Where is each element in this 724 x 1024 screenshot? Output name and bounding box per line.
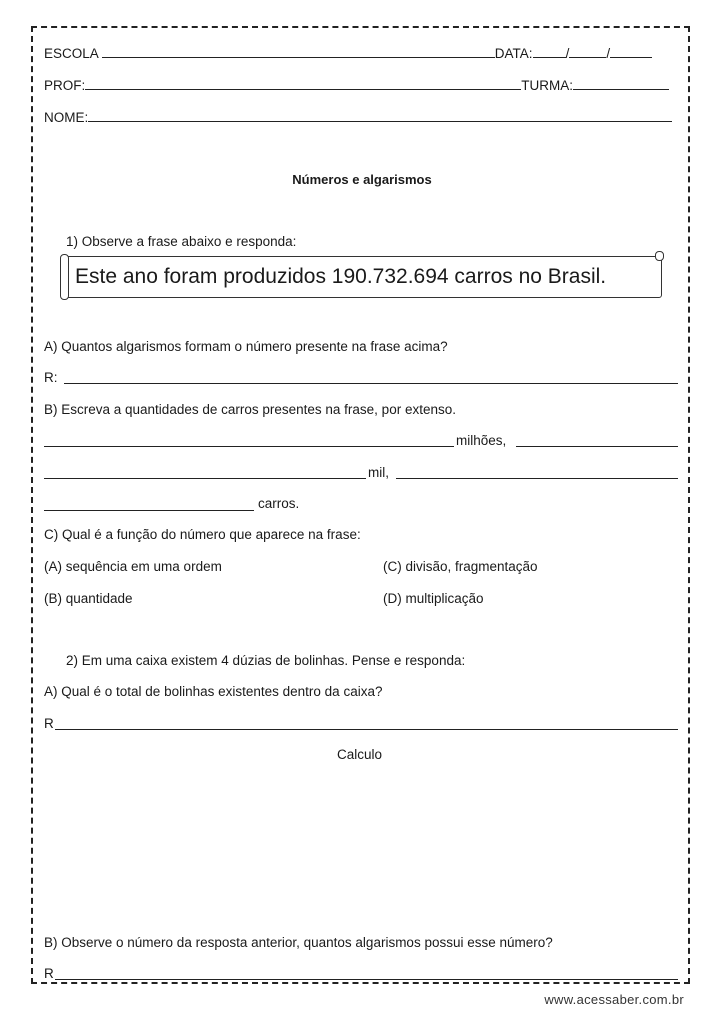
q2a-answer-line[interactable]	[55, 729, 678, 730]
q2b-question: B) Observe o número da resposta anterior, quantos algarismos possui esse número?	[44, 935, 553, 950]
q1b-milhoes-label: milhões,	[456, 433, 507, 448]
date-day-field[interactable]	[533, 45, 566, 58]
page-title: Números e algarismos	[292, 172, 432, 187]
data-label: DATA:	[494, 46, 533, 61]
q1-prompt: 1) Observe a frase abaixo e responda:	[66, 234, 297, 249]
nome-field[interactable]	[88, 109, 672, 122]
prof-field[interactable]	[85, 77, 521, 90]
calc-label: Calculo	[337, 747, 383, 762]
scroll-curl-right	[655, 251, 664, 261]
q1b-question: B) Escreva a quantidades de carros presentes na frase, por extenso.	[44, 402, 456, 417]
phrase-text: Este ano foram produzidos 190.732.694 carros no Brasil.	[75, 265, 607, 288]
escola-row	[44, 45, 652, 62]
scroll-curl-left	[60, 254, 69, 300]
date-separator: /	[565, 46, 570, 61]
q1b-mil-label: mil,	[368, 465, 389, 480]
nome-row	[44, 109, 672, 126]
date-separator: /	[606, 46, 611, 61]
date-year-field[interactable]	[610, 45, 652, 58]
escola-label: ESCOLA	[44, 46, 99, 61]
turma-label: TURMA:	[521, 78, 574, 93]
phrase-scroll-box	[62, 256, 662, 298]
q2b-answer-label: R	[44, 966, 54, 981]
q1a-answer-label: R:	[44, 370, 58, 385]
option-c[interactable]: (C) divisão, fragmentação	[383, 559, 538, 574]
q2a-answer-label: R	[44, 716, 54, 731]
calc-area[interactable]	[44, 770, 678, 920]
q1b-thousands-line-a[interactable]	[516, 446, 678, 447]
nome-label: NOME:	[44, 110, 89, 125]
q1b-carros-label: carros.	[258, 496, 300, 511]
q1b-units-line-b[interactable]	[44, 510, 254, 511]
q1b-units-line-a[interactable]	[396, 478, 678, 479]
escola-field[interactable]	[102, 45, 495, 58]
q1b-millions-line[interactable]	[44, 446, 454, 447]
q1b-thousands-line-b[interactable]	[44, 478, 366, 479]
q1c-question: C) Qual é a função do número que aparece na frase:	[44, 527, 361, 542]
q2-prompt: 2) Em uma caixa existem 4 dúzias de bolinhas. Pense e responda:	[66, 653, 466, 668]
turma-field[interactable]	[573, 77, 669, 90]
q2a-question: A) Qual é o total de bolinhas existentes dentro da caixa?	[44, 684, 383, 699]
option-a[interactable]: (A) sequência em uma ordem	[44, 559, 222, 574]
footer-site: www.acessaber.com.br	[544, 992, 684, 1007]
option-b[interactable]: (B) quantidade	[44, 591, 133, 606]
prof-row	[44, 77, 669, 94]
q1a-answer-line[interactable]	[64, 383, 678, 384]
q2b-answer-line[interactable]	[55, 979, 678, 980]
q1a-question: A) Quantos algarismos formam o número presente na frase acima?	[44, 339, 448, 354]
option-d[interactable]: (D) multiplicação	[383, 591, 484, 606]
prof-label: PROF:	[44, 78, 86, 93]
date-month-field[interactable]	[569, 45, 606, 58]
